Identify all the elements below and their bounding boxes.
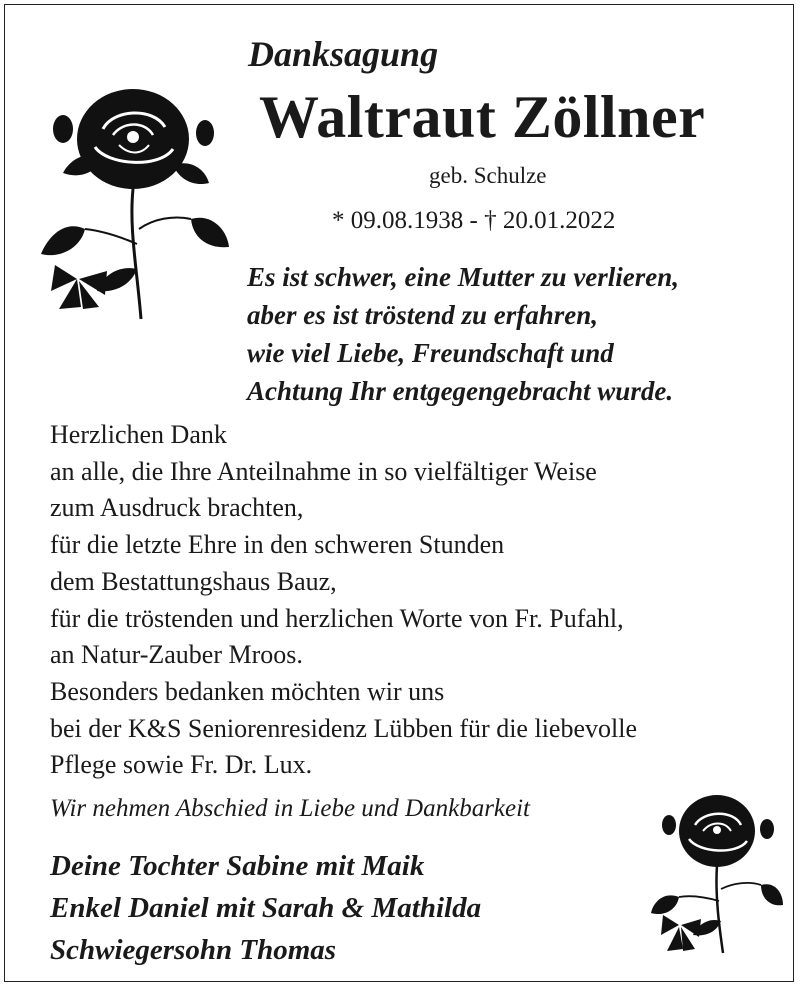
life-dates: * 09.08.1938 - † 20.01.2022 [332,207,616,234]
rose-butterfly-illustration-bottom [649,785,785,957]
poem-line: Achtung Ihr entgegengebracht wurde. [247,376,674,406]
poem-line: Es ist schwer, eine Mutter zu verlieren, [247,262,680,292]
thanks-line: Herzlichen Dank [50,420,227,449]
thanks-line: für die letzte Ehre in den schweren Stunden [50,530,505,560]
heading-danksagung: Danksagung [248,34,439,74]
thanks-block [50,417,637,784]
deceased-name: Waltraut Zöllner [259,84,706,150]
maiden-name: geb. Schulze [429,163,547,188]
thanks-line: für die tröstenden und herzlichen Worte von Fr. Pufahl, [50,603,624,633]
thanks-line: bei der K&S Seniorenresidenz Lübben für die liebevolle [50,713,637,743]
thanks-line: an Natur-Zauber Mroos. [50,640,303,670]
obituary-notice [4,4,794,982]
thanks-line: Pflege sowie Fr. Dr. Lux. [50,750,313,780]
family-line: Deine Tochter Sabine mit Maik [50,850,425,882]
thanks-line: dem Bestattungshaus Bauz, [50,566,337,596]
family-signature [50,845,481,971]
poem-block [247,258,679,410]
family-line: Enkel Daniel mit Sarah & Mathilda [50,892,482,924]
thanks-line: Besonders bedanken möchten wir uns [50,676,445,706]
thanks-line: zum Ausdruck brachten, [50,493,304,523]
farewell-line: Wir nehmen Abschied in Liebe und Dankbarkeit [50,795,531,822]
poem-line: wie viel Liebe, Freundschaft und [247,338,614,368]
thanks-line: an alle, die Ihre Anteilnahme in so vielfältiger Weise [50,456,597,486]
rose-butterfly-illustration-top [33,69,233,327]
poem-line: aber es ist tröstend zu erfahren, [247,300,599,330]
family-line: Schwiegersohn Thomas [50,934,337,966]
